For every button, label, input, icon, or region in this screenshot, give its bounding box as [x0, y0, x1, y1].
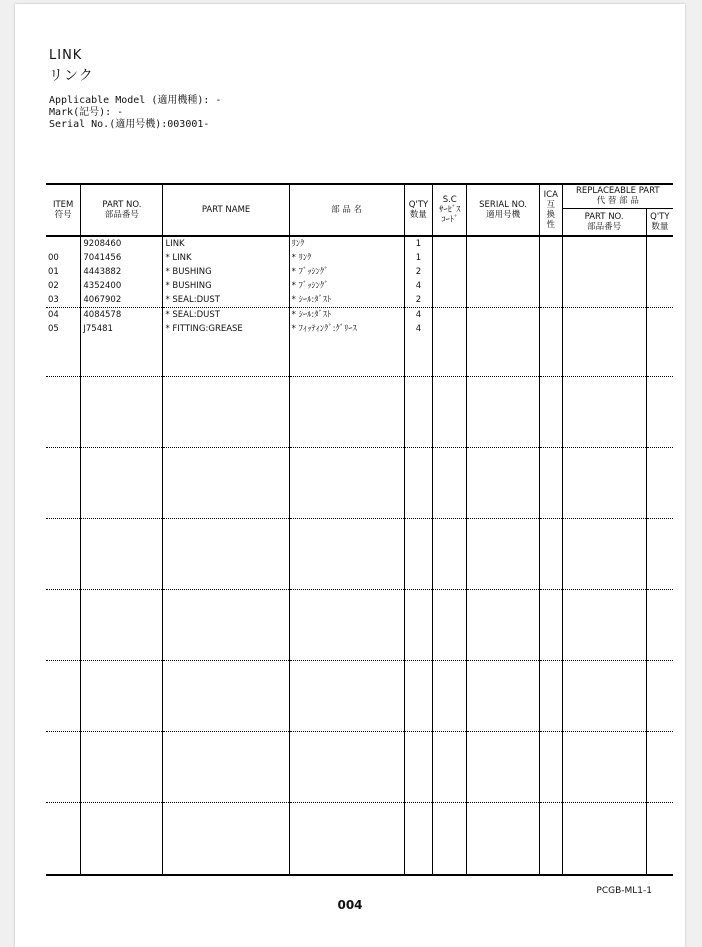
table-row: [46, 322, 673, 336]
table-empty-block: [46, 377, 673, 448]
empty-cell: [433, 308, 467, 323]
table-cell: 1: [404, 236, 433, 251]
empty-cell: [562, 236, 646, 251]
empty-cell: [646, 590, 673, 661]
empty-cell: [467, 448, 540, 519]
empty-cell: [562, 377, 646, 448]
table-cell: * ｼｰﾙ:ﾀﾞｽﾄ: [289, 293, 404, 308]
table-empty-block: [46, 661, 673, 732]
table-cell: 2: [404, 265, 433, 279]
empty-cell: [46, 519, 81, 590]
col-replaceable-qty: Q'TY 数量: [646, 208, 673, 236]
empty-cell: [289, 448, 404, 519]
empty-cell: [433, 236, 467, 251]
empty-cell: [540, 236, 563, 251]
table-cell: * BUSHING: [163, 279, 289, 293]
empty-cell: [562, 803, 646, 876]
empty-cell: [46, 590, 81, 661]
empty-cell: [81, 732, 163, 803]
empty-cell: [562, 251, 646, 265]
empty-cell: [646, 732, 673, 803]
empty-cell: [562, 519, 646, 590]
empty-cell: [540, 251, 563, 265]
col-item: ITEM 符号: [46, 184, 81, 236]
empty-cell: [289, 519, 404, 590]
empty-cell: [433, 293, 467, 308]
catalog-page: [15, 4, 685, 947]
table-cell: 4084578: [81, 308, 163, 323]
serial-range: Serial No.(適用号機):003001-: [49, 119, 210, 130]
empty-cell: [562, 308, 646, 323]
empty-cell: [562, 448, 646, 519]
empty-cell: [289, 336, 404, 377]
table-row: [46, 279, 673, 293]
empty-cell: [81, 803, 163, 876]
empty-cell: [404, 377, 433, 448]
empty-cell: [540, 279, 563, 293]
table-cell: 7041456: [81, 251, 163, 265]
empty-cell: [540, 448, 563, 519]
empty-cell: [433, 322, 467, 336]
empty-cell: [562, 279, 646, 293]
empty-cell: [540, 322, 563, 336]
empty-cell: [467, 308, 540, 323]
empty-cell: [433, 265, 467, 279]
table-cell: [46, 236, 81, 251]
col-serial-no: SERIAL NO. 適用号機: [467, 184, 540, 236]
col-qty: Q'TY 数量: [404, 184, 433, 236]
table-cell: * ｼｰﾙ:ﾀﾞｽﾄ: [289, 308, 404, 323]
empty-cell: [433, 590, 467, 661]
col-part-name: PART NAME: [163, 184, 289, 236]
table-filler-row: [46, 336, 673, 377]
empty-cell: [646, 265, 673, 279]
empty-cell: [404, 803, 433, 876]
empty-cell: [289, 661, 404, 732]
empty-cell: [540, 265, 563, 279]
empty-cell: [467, 265, 540, 279]
empty-cell: [562, 590, 646, 661]
table-empty-block: [46, 732, 673, 803]
table-cell: 4067902: [81, 293, 163, 308]
empty-cell: [81, 377, 163, 448]
table-cell: * ﾌﾞｯｼﾝｸﾞ: [289, 265, 404, 279]
table-cell: 4: [404, 279, 433, 293]
table-cell: 4443882: [81, 265, 163, 279]
parts-table: [46, 183, 673, 876]
empty-cell: [404, 448, 433, 519]
empty-cell: [46, 336, 81, 377]
table-cell: ﾘﾝｸ: [289, 236, 404, 251]
table-cell: 04: [46, 308, 81, 323]
table-cell: * SEAL:DUST: [163, 293, 289, 308]
empty-cell: [433, 336, 467, 377]
empty-cell: [433, 279, 467, 293]
empty-cell: [433, 661, 467, 732]
table-cell: J75481: [81, 322, 163, 336]
table-empty-block: [46, 803, 673, 876]
table-cell: * FITTING:GREASE: [163, 322, 289, 336]
empty-cell: [46, 803, 81, 876]
table-cell: * BUSHING: [163, 265, 289, 279]
empty-cell: [646, 803, 673, 876]
table-cell: 1: [404, 251, 433, 265]
empty-cell: [562, 293, 646, 308]
empty-cell: [163, 448, 289, 519]
empty-cell: [81, 336, 163, 377]
empty-cell: [540, 803, 563, 876]
empty-cell: [433, 803, 467, 876]
empty-cell: [540, 293, 563, 308]
empty-cell: [467, 732, 540, 803]
table-row: [46, 251, 673, 265]
empty-cell: [562, 336, 646, 377]
empty-cell: [433, 732, 467, 803]
col-replaceable-part: REPLACEABLE PART 代 替 部 品: [562, 184, 673, 208]
empty-cell: [163, 590, 289, 661]
table-cell: 2: [404, 293, 433, 308]
empty-cell: [467, 251, 540, 265]
table-row: [46, 236, 673, 251]
empty-cell: [646, 377, 673, 448]
empty-cell: [404, 336, 433, 377]
empty-cell: [467, 293, 540, 308]
empty-cell: [81, 661, 163, 732]
empty-cell: [433, 251, 467, 265]
empty-cell: [467, 661, 540, 732]
empty-cell: [467, 279, 540, 293]
empty-cell: [467, 322, 540, 336]
empty-cell: [540, 519, 563, 590]
table-cell: 4: [404, 308, 433, 323]
empty-cell: [163, 377, 289, 448]
empty-cell: [467, 519, 540, 590]
empty-cell: [646, 251, 673, 265]
page-title: LINK: [49, 48, 83, 63]
table-empty-block: [46, 519, 673, 590]
empty-cell: [562, 265, 646, 279]
table-header: [46, 184, 673, 208]
col-replaceable-part-no: PART NO. 部品番号: [562, 208, 646, 236]
empty-cell: [289, 377, 404, 448]
empty-cell: [163, 732, 289, 803]
empty-cell: [646, 236, 673, 251]
table-row: [46, 293, 673, 308]
table-cell: 4352400: [81, 279, 163, 293]
table-cell: LINK: [163, 236, 289, 251]
mark: Mark(記号): -: [49, 107, 124, 118]
empty-cell: [46, 732, 81, 803]
empty-cell: [467, 590, 540, 661]
table-empty-block: [46, 590, 673, 661]
table-cell: * ﾌﾞｯｼﾝｸﾞ: [289, 279, 404, 293]
empty-cell: [81, 519, 163, 590]
empty-cell: [404, 519, 433, 590]
empty-cell: [646, 448, 673, 519]
empty-cell: [404, 590, 433, 661]
empty-cell: [289, 803, 404, 876]
catalog-code: PCGB-ML1-1: [596, 886, 652, 896]
empty-cell: [646, 661, 673, 732]
empty-cell: [467, 336, 540, 377]
col-ica: ICA 互 換 性: [540, 184, 563, 236]
empty-cell: [289, 590, 404, 661]
empty-cell: [540, 308, 563, 323]
empty-cell: [540, 377, 563, 448]
table-cell: 01: [46, 265, 81, 279]
empty-cell: [404, 661, 433, 732]
empty-cell: [46, 661, 81, 732]
table-cell: * ﾘﾝｸ: [289, 251, 404, 265]
empty-cell: [81, 590, 163, 661]
page-number: 004: [337, 898, 363, 912]
empty-cell: [540, 732, 563, 803]
empty-cell: [646, 308, 673, 323]
empty-cell: [404, 732, 433, 803]
page-title-japanese: リンク: [49, 68, 94, 84]
empty-cell: [46, 377, 81, 448]
empty-cell: [433, 377, 467, 448]
empty-cell: [467, 377, 540, 448]
empty-cell: [163, 661, 289, 732]
table-cell: 4: [404, 322, 433, 336]
table-empty-block: [46, 448, 673, 519]
applicable-model: Applicable Model (適用機種): -: [49, 95, 222, 106]
empty-cell: [433, 448, 467, 519]
table-cell: * ﾌｨｯﾃｨﾝｸﾞ:ｸﾞﾘｰｽ: [289, 322, 404, 336]
empty-cell: [163, 803, 289, 876]
empty-cell: [81, 448, 163, 519]
empty-cell: [163, 519, 289, 590]
empty-cell: [646, 279, 673, 293]
empty-cell: [467, 803, 540, 876]
col-service-code: S.C ｻｰﾋﾞｽ ｺｰﾄﾞ: [433, 184, 467, 236]
empty-cell: [646, 519, 673, 590]
table-cell: 05: [46, 322, 81, 336]
empty-cell: [433, 519, 467, 590]
empty-cell: [562, 322, 646, 336]
col-part-no: PART NO. 部品番号: [81, 184, 163, 236]
table-cell: 9208460: [81, 236, 163, 251]
table-cell: 02: [46, 279, 81, 293]
table-cell: 00: [46, 251, 81, 265]
empty-cell: [467, 236, 540, 251]
table-cell: 03: [46, 293, 81, 308]
empty-cell: [540, 661, 563, 732]
table-row: [46, 308, 673, 323]
empty-cell: [562, 661, 646, 732]
empty-cell: [289, 732, 404, 803]
empty-cell: [646, 322, 673, 336]
empty-cell: [646, 293, 673, 308]
table-row: [46, 265, 673, 279]
table-cell: * LINK: [163, 251, 289, 265]
empty-cell: [163, 336, 289, 377]
empty-cell: [646, 336, 673, 377]
empty-cell: [562, 732, 646, 803]
empty-cell: [540, 336, 563, 377]
empty-cell: [46, 448, 81, 519]
col-japanese-name: 部 品 名: [289, 184, 404, 236]
table-cell: * SEAL:DUST: [163, 308, 289, 323]
empty-cell: [540, 590, 563, 661]
